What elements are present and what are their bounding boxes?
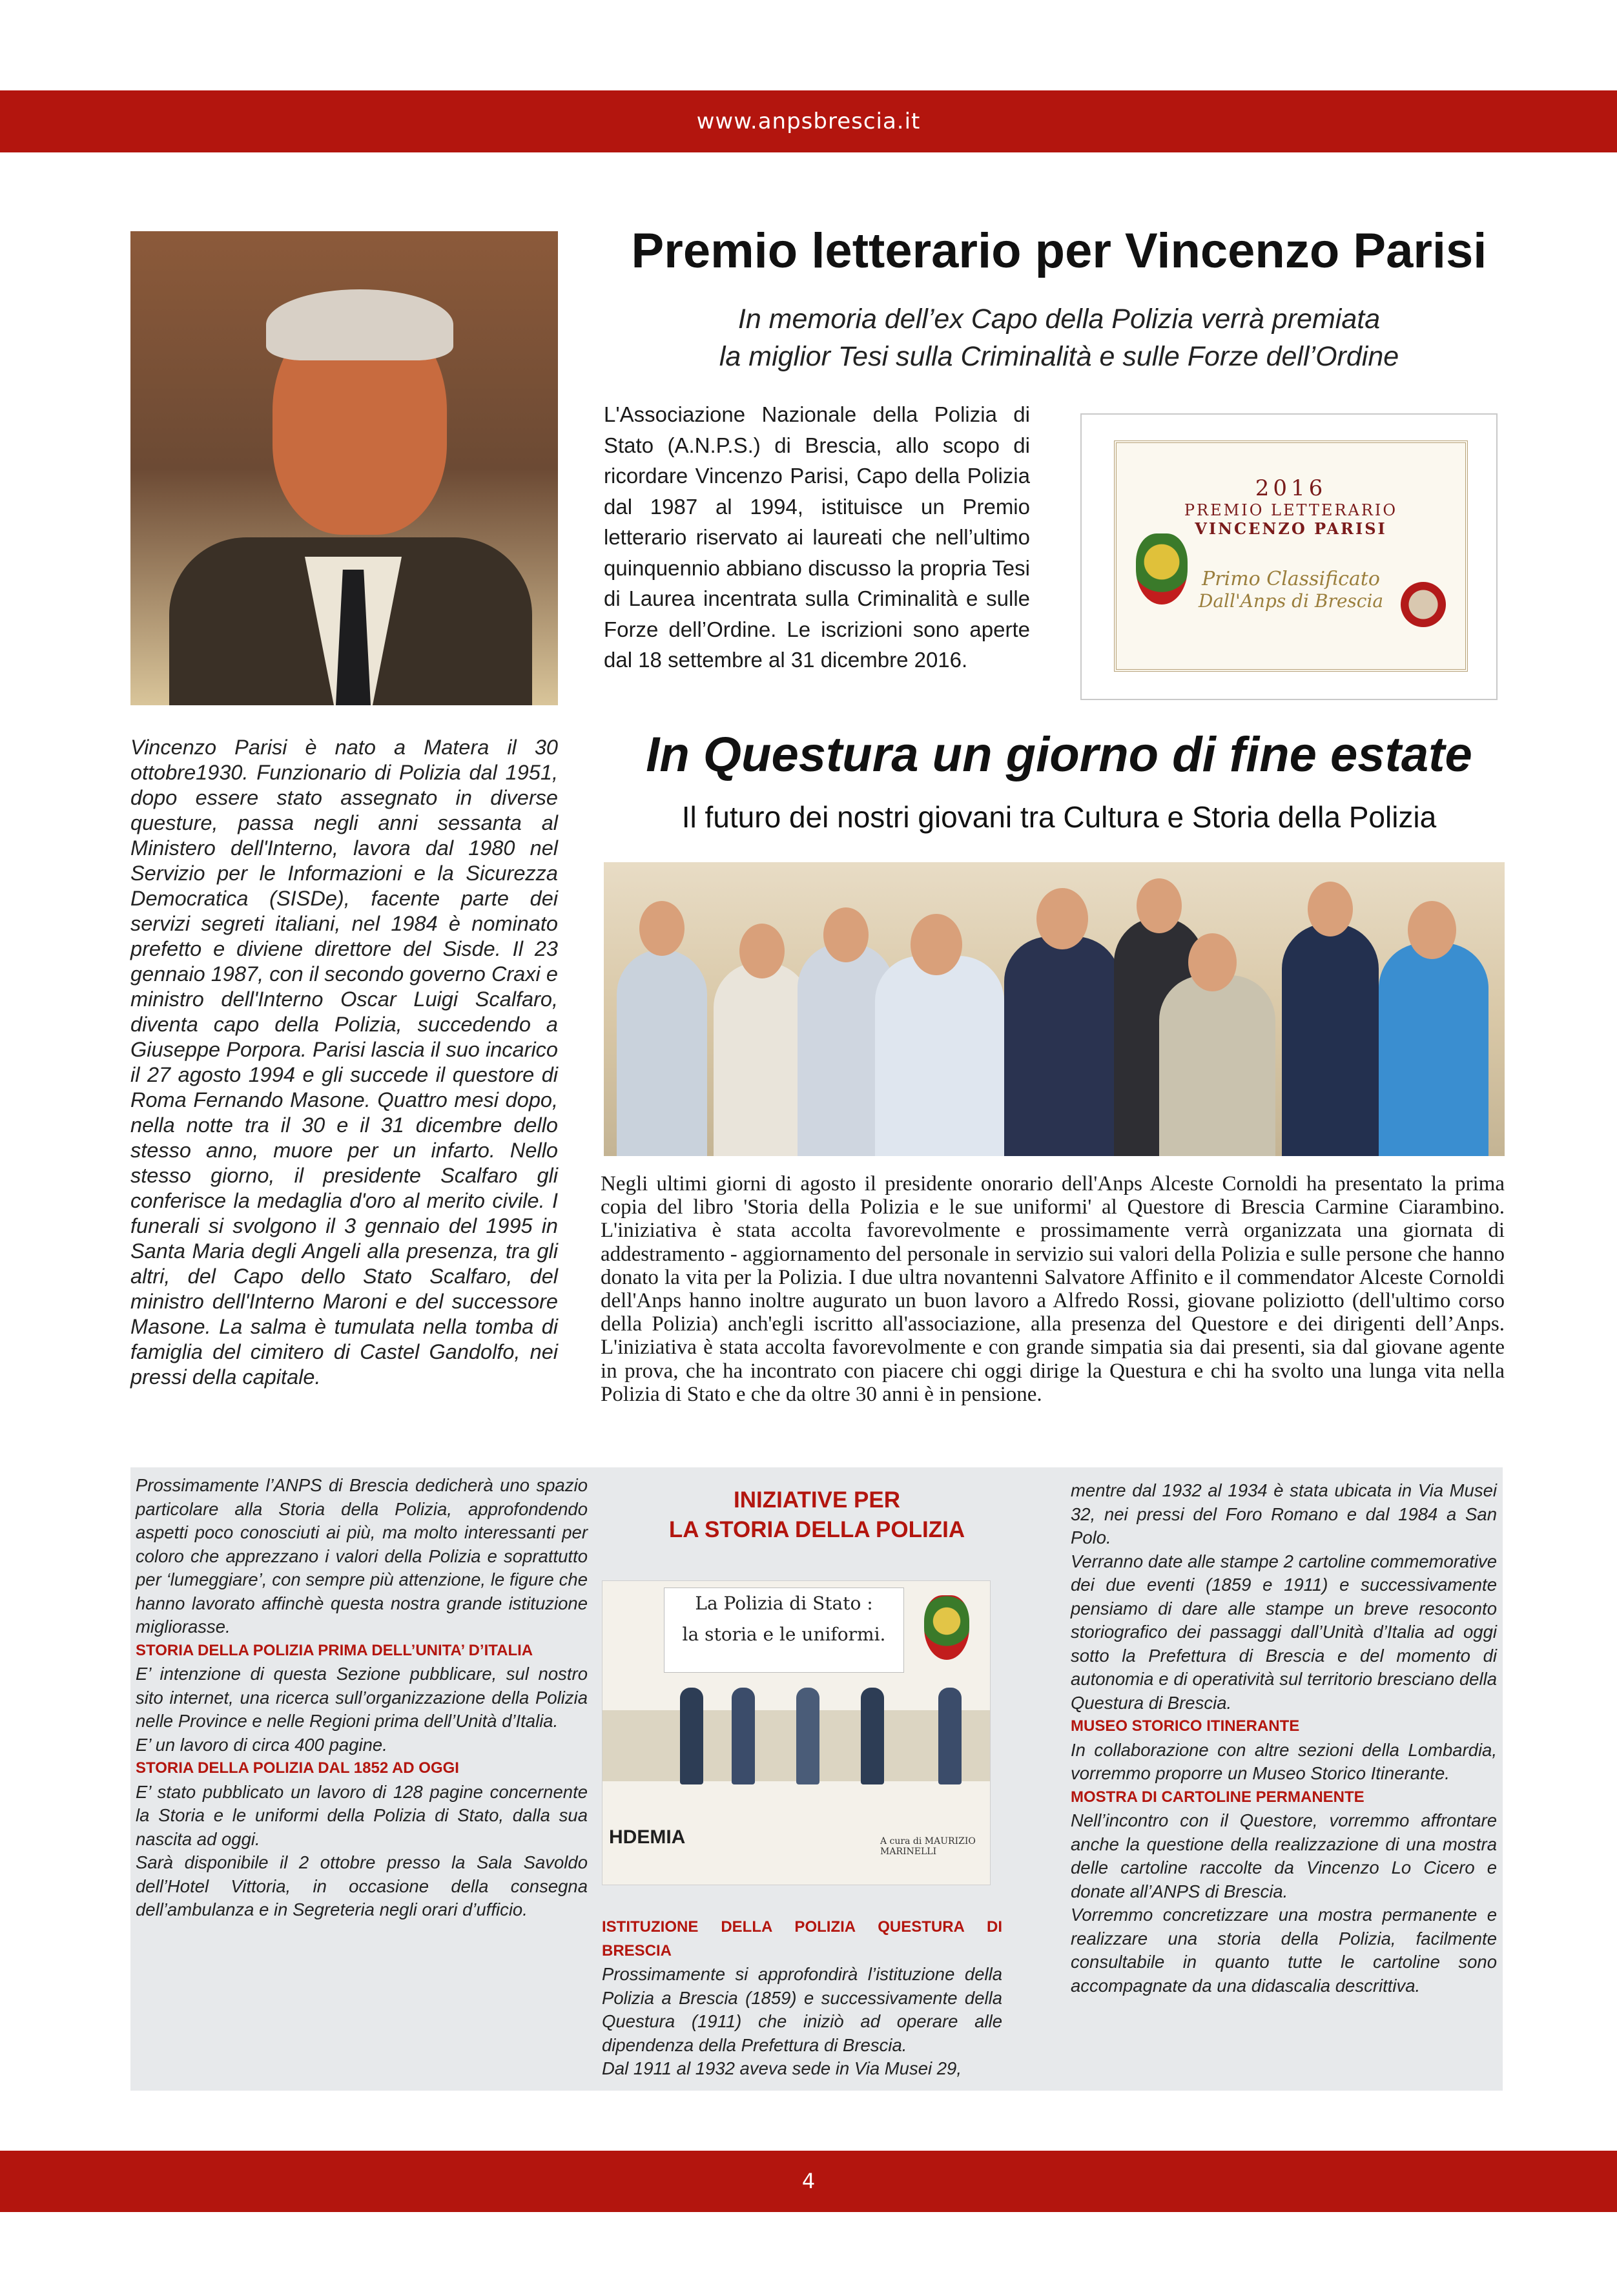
uniform-figure xyxy=(861,1688,884,1784)
person-figure xyxy=(1004,936,1120,1156)
footer-band xyxy=(0,2151,1617,2212)
certificate-by: Dall'Anps di Brescia xyxy=(1198,590,1384,612)
certificate-title: PREMIO LETTERARIO xyxy=(1184,501,1398,519)
section-text: Sarà disponibile il 2 ottobre presso la Sala Savoldo dell’Hotel Vittoria, in occasione della consegna dell’ambulanza e in Segreteria negli orari d’ufficio. xyxy=(136,1852,588,1919)
person-figure xyxy=(617,949,707,1156)
book-author: A cura di MAURIZIO MARINELLI xyxy=(880,1836,976,1857)
box-title-line2: LA STORIA DELLA POLIZIA xyxy=(668,1517,965,1542)
person-face xyxy=(1137,878,1182,933)
person-figure xyxy=(714,962,810,1156)
article-subtitle-line2: la miglior Tesi sulla Criminalità e sulle Forze dell’Ordine xyxy=(719,341,1399,372)
section-text: mentre dal 1932 al 1934 è stata ubicata in Via Musei 32, nei pressi del Foro Romano e dal 1984 a San Polo. xyxy=(1071,1480,1497,1547)
section-text: In collaborazione con altre sezioni della Lombardia, vorremmo proporre un Museo Storico Itinerante. xyxy=(1071,1739,1497,1783)
award-certificate-image xyxy=(1080,413,1498,700)
section-text: E’ un lavoro di circa 400 pagine. xyxy=(136,1734,387,1755)
book-title-line2: la storia e le uniformi. xyxy=(682,1624,886,1645)
box-column-1 xyxy=(136,1474,588,1922)
section-text: E’ stato pubblicato un lavoro di 128 pagine concernente la Storia e le uniformi della Polizia di Stato, dalla sua nascita ad oggi. xyxy=(136,1781,588,1849)
questura-paragraph: Negli ultimi giorni di agosto il presidente onorario dell'Anps Alceste Cornoldi ha presentato la prima copia del libro 'Storia della Polizia e le sue uniformi' al Questore di Brescia Carmine Ciarambino. L'iniziativa è stata accolta favorevolmente e prossimamente verrà organizzata una giornata di addestramento - aggiornamento del personale in servizio sui valori della Polizia e sulle persone che hanno donato la vita per la Polizia. I due ultra novantenni Salvatore Affinito e il commendator Alceste Cornoldi dell'Anps hanno inoltre augurato un buon lavoro a Alfredo Rossi, giovane poliziotto (dell'ultimo corso della Polizia) anch'egli iscritto all'associazione, alla presenza del Questore e dei dirigenti dell’Anps. L'iniziativa è stata accolta favorevolmente e con grande simpatia sia dai presenti, sia dal giovane agente in prova, che ha incontrato con piacere chi oggi dirige la Questura e chi ha svolto una lunga vita nella Polizia di Stato e che da oltre 30 anni è in pensione. xyxy=(601,1172,1505,1406)
book-title-line1: La Polizia di Stato : xyxy=(695,1593,873,1614)
person-figure xyxy=(1282,924,1379,1156)
book-cover-image xyxy=(602,1580,991,1885)
person-face xyxy=(1188,933,1237,991)
person-face xyxy=(1308,882,1353,936)
person-figure xyxy=(875,956,1004,1156)
article-subtitle-line1: In memoria dell’ex Capo della Polizia verrà premiata xyxy=(737,304,1381,335)
person-face xyxy=(1408,901,1456,959)
uniform-figure xyxy=(796,1688,819,1784)
uniform-figure xyxy=(732,1688,755,1784)
section-text: Verranno date alle stampe 2 cartoline commemorative dei due eventi (1859 e 1911) e successivamente pensiamo di dare alle stampe un breve resoconto storiografico dei passaggi dall’Unità d’Italia ad oggi sotto la Prefettura di Brescia e del momento di autonomia e di operatività sul territorio bresciano della Questura di Brescia. xyxy=(1071,1551,1497,1713)
section-text: Dal 1911 al 1932 aveva sede in Via Musei 29, xyxy=(602,2058,962,2078)
website-url[interactable]: www.anpsbrescia.it xyxy=(696,109,921,134)
article-title-questura: In Questura un giorno di fine estate xyxy=(646,727,1472,782)
section-text: Vorremmo concretizzare una mostra permanente e realizzare una storia della Polizia, facilmente consultabile in quanto tutte le cartoline sono accompagnate da una didascalia descrittiva. xyxy=(1071,1905,1497,1996)
book-title xyxy=(664,1588,904,1673)
uniform-figure xyxy=(938,1688,962,1784)
section-heading: STORIA DELLA POLIZIA PRIMA DELL’UNITA’ D’ITALIA xyxy=(136,1641,533,1659)
police-crest-icon xyxy=(1136,533,1188,605)
box-column-3 xyxy=(1071,1479,1497,1998)
premio-body xyxy=(604,399,1030,676)
box-title xyxy=(604,1485,1030,1545)
header-band xyxy=(0,90,1617,152)
portrait-hair xyxy=(266,289,453,360)
uniform-figure xyxy=(680,1688,703,1784)
article-title-premio: Premio letterario per Vincenzo Parisi xyxy=(631,223,1487,278)
box-intro: Prossimamente l’ANPS di Brescia dedicherà uno spazio particolare alla Storia della Polizia, approfondendo aspetti poco conosciuti ai più, ma molto interessanti per coloro che apprezzano i valori della Polizia e soprattutto per ‘lumeggiare’, con sempre più attenzione, le figure che hanno lavorato affinchè questa nostra grande istituzione migliorasse. xyxy=(136,1475,588,1637)
wax-seal-icon xyxy=(1401,582,1446,627)
section-heading: MOSTRA DI CARTOLINE PERMANENTE xyxy=(1071,1788,1365,1806)
person-figure xyxy=(1159,975,1275,1156)
person-face xyxy=(639,901,685,956)
portrait-photo xyxy=(130,231,558,705)
section-text: Prossimamente si approfondirà l’istituzione della Polizia a Brescia (1859) e successivamente della Questura (1911) che iniziò ad operare alle dipendenza della Prefettura di Brescia. xyxy=(602,1964,1002,2055)
box-title-line1: INIZIATIVE PER xyxy=(734,1487,900,1513)
certificate-year: 2016 xyxy=(1255,475,1327,501)
bio-sidebar xyxy=(130,735,558,1390)
section-text: E’ intenzione di questa Sezione pubblicare, sul nostro sito internet, una ricerca sull’organizzazione della Polizia nelle Province e nelle Regioni prima dell’Unità d’Italia. xyxy=(136,1664,588,1731)
person-face xyxy=(739,924,785,978)
article-subtitle-questura: Il futuro dei nostri giovani tra Cultura e Storia della Polizia xyxy=(681,800,1437,834)
section-heading: STORIA DELLA POLIZIA DAL 1852 AD OGGI xyxy=(136,1759,459,1777)
box-column-2 xyxy=(602,1916,1002,2081)
bio-paragraph: Vincenzo Parisi è nato a Matera il 30 ottobre1930. Funzionario di Polizia dal 1951, dopo essere stato assegnato in diverse questure, passa negli anni sessanta al Ministero dell'Interno, lavora dal 1980 nel Servizio per le Informazioni e la Sicurezza Democratica (SISDe), facente parte dei servizi segreti italiani, nel 1984 è nominato prefetto e diviene direttore del Sisde. Il 23 gennaio 1987, con il secondo governo Craxi e ministro dell'Interno Oscar Luigi Scalfaro, diventa capo della Polizia, succedendo a Giuseppe Porpora. Parisi lascia il suo incarico il 27 agosto 1994 e gli succede il questore di Roma Fernando Masone. Quattro mesi dopo, nella notte tra il 30 e il 31 dicembre dello stesso anno, muore per un infarto. Nello stesso giorno, il presidente Scalfaro gli conferisce la medaglia d'oro al merito civile. I funerali si svolgono il 3 gennaio del 1995 in Santa Maria degli Angeli alla presenza, tra gli altri, del Capo dello Stato Scalfaro, del ministro dell'Interno Maroni e del successore Masone. La salma è tumulata nella tomba di famiglia del cimitero di Castel Gandolfo, nei pressi della capitale. xyxy=(130,736,558,1389)
questura-body xyxy=(601,1172,1505,1406)
certificate-place: Primo Classificato xyxy=(1202,568,1380,590)
section-text: Nell’incontro con il Questore, vorremmo affrontare anche la questione della realizzazione di una mostra delle cartoline raccolte da Vincenzo Lo Cicero e donate all’ANPS di Brescia. xyxy=(1071,1810,1497,1901)
police-crest-icon xyxy=(924,1595,969,1660)
publisher-logo: HDEMIA xyxy=(609,1826,686,1848)
premio-paragraph: L'Associazione Nazionale della Polizia di Stato (A.N.P.S.) di Brescia, allo scopo di ricordare Vincenzo Parisi, Capo della Polizia dal 1987 al 1994, istituisce un Premio letterario riservato ai laureati che nell’ultimo quinquennio abbiano discusso la propria Tesi di Laurea incentrata sulla Criminalità e sulle Forze dell’Ordine. Le iscrizioni sono aperte dal 18 settembre al 31 dicembre 2016. xyxy=(604,402,1030,672)
page-number: 4 xyxy=(801,2169,816,2193)
certificate-person: VINCENZO PARISI xyxy=(1195,519,1387,538)
group-photo xyxy=(604,862,1505,1156)
section-heading: MUSEO STORICO ITINERANTE xyxy=(1071,1717,1300,1735)
person-face xyxy=(1036,888,1088,949)
person-figure xyxy=(1379,943,1488,1156)
certificate-border xyxy=(1114,440,1468,672)
section-heading: ISTITUZIONE DELLA POLIZIA QUESTURA DI BRESCIA xyxy=(602,1918,1002,1960)
person-face xyxy=(911,914,962,975)
person-face xyxy=(823,907,869,962)
